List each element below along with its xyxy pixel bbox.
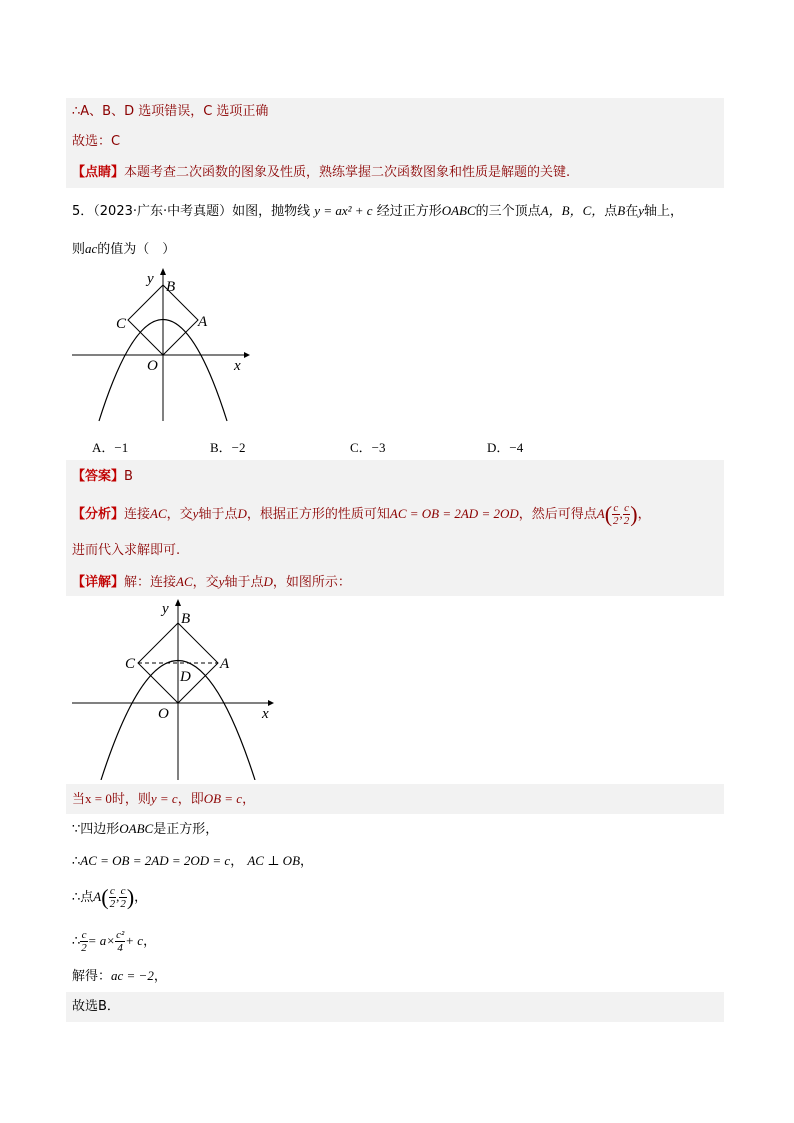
step-text: ， [242, 792, 256, 807]
segment-ac: AC [150, 506, 167, 521]
step-6 [66, 964, 724, 988]
step-text: ∵四边形 [72, 822, 120, 837]
option-b[interactable] [210, 437, 246, 456]
vertex-list: A，B，C， [540, 203, 605, 218]
length-equation: AC = OB = 2AD = 2OD = c [80, 853, 231, 868]
label-y: y [162, 601, 169, 617]
point-a: A [596, 506, 605, 521]
option-c-label: C． [350, 440, 372, 455]
step-text: 时，则 [111, 792, 151, 807]
point-b: B [617, 203, 626, 218]
segment-ac: AC [176, 574, 193, 589]
question-line-2 [66, 240, 724, 259]
label-x: x [262, 706, 269, 722]
option-d[interactable] [487, 437, 523, 456]
square-name: OABC [441, 203, 476, 218]
analysis-text-part: ，然后可得点 [518, 507, 597, 522]
analysis-tag: 【分析】 [72, 507, 125, 522]
denominator: 2 [109, 898, 116, 910]
parabola-figure-1 [66, 266, 251, 428]
denominator: 4 [117, 942, 123, 954]
step-5 [66, 926, 724, 956]
x-axis-arrow [244, 352, 250, 358]
parabola-equation: y = ax² + c [314, 203, 373, 218]
point-d: D [237, 506, 247, 521]
numerator: c [81, 929, 87, 941]
option-a[interactable] [92, 437, 128, 456]
label-b: B [166, 279, 176, 295]
detail-line [66, 568, 724, 596]
prev-conclusion [66, 98, 724, 126]
y-axis-arrow [160, 268, 166, 275]
y-axis-arrow [175, 599, 181, 606]
label-b: B [181, 611, 191, 627]
question-line-1 [66, 202, 724, 221]
x-equals-zero: x = 0 [85, 791, 112, 806]
label-a: A [220, 656, 230, 672]
question-text: 点 [604, 204, 618, 219]
step-text: ∴点 [72, 890, 94, 905]
option-a-value: −1 [114, 440, 129, 455]
detail-text [124, 575, 351, 590]
paren-close: ) [126, 884, 135, 910]
final-choice: 故选B． [72, 999, 120, 1014]
numerator: c [613, 502, 619, 514]
step-text: 是正方形， [153, 822, 219, 837]
question-text: 轴上， [644, 204, 684, 219]
answer-line [66, 460, 724, 494]
question-source: （2023·广东·中考真题） [93, 204, 233, 219]
numerator: c² [116, 929, 125, 941]
prev-choice [66, 126, 724, 158]
comma: , [116, 889, 120, 904]
analysis-text-part: ，根据正方形的性质可知 [246, 507, 390, 522]
numerator: c [624, 502, 629, 514]
question-text: 如图，抛物线 [232, 204, 311, 219]
step-text: 当 [72, 792, 86, 807]
denominator: 2 [623, 515, 630, 527]
question-text: 经过正方形 [376, 204, 442, 219]
numerator: c [120, 885, 126, 897]
analysis-text-part: 轴于点 [198, 507, 238, 522]
analysis-equation: AC = OB = 2AD = 2OD [389, 506, 519, 521]
detail-text-part: 解：连接 [124, 575, 177, 590]
y-axis-name: y [192, 506, 199, 521]
note-text: 本题考查二次函数的图象及性质，熟练掌握二次函数图象和性质是解题的关键. [124, 165, 571, 180]
question-number: 5． [72, 204, 94, 219]
step-text: ， [300, 854, 314, 869]
step-text: ， [230, 854, 244, 869]
detail-text-part: ，如图所示： [272, 575, 351, 590]
fraction-c-over-2 [612, 502, 620, 527]
fraction-c-over-2 [119, 885, 127, 910]
label-o: O [158, 706, 169, 722]
y-axis-name: y [218, 574, 225, 589]
step-2 [66, 820, 724, 839]
label-c: C [116, 316, 127, 332]
question-text: 的三个顶点 [475, 204, 541, 219]
step-text: ， [134, 890, 148, 905]
analysis-text-part: ， [637, 507, 651, 522]
step-4 [66, 882, 724, 912]
analysis-line-2-text: 进而代入求解即可. [72, 543, 181, 558]
step-1 [66, 784, 724, 814]
analysis-line-1 [66, 494, 724, 534]
solution-equation: ac = −2 [111, 968, 154, 983]
y-equals-c: y = c [150, 791, 178, 806]
denominator: 2 [613, 515, 619, 527]
equation-part: + c [125, 933, 144, 948]
y-axis-name: y [638, 203, 645, 218]
label-c: C [125, 656, 136, 672]
point-a: A [93, 889, 102, 904]
prev-note [66, 158, 724, 188]
detail-text-part: 轴于点 [224, 575, 264, 590]
option-d-label: D． [487, 440, 510, 455]
denominator: 2 [120, 898, 126, 910]
option-c-value: −3 [371, 440, 386, 455]
question-text: 则 [72, 242, 86, 257]
analysis-text-part: 连接 [124, 507, 151, 522]
step-7 [66, 992, 724, 1022]
label-x: x [234, 358, 241, 374]
paren-open: ( [604, 501, 613, 527]
step-text: ，即 [177, 792, 204, 807]
equation-part: = a× [87, 933, 116, 948]
detail-tag: 【详解】 [72, 575, 125, 590]
prev-choice-text: 故选：C [72, 134, 121, 149]
step-text: ， [143, 934, 157, 949]
ac-expression: ac [85, 241, 98, 256]
fraction-c-squared-over-4 [115, 929, 125, 954]
comma: , [619, 506, 623, 521]
paren-close: ) [630, 501, 638, 527]
x-axis-arrow [268, 700, 274, 706]
option-d-value: −4 [509, 440, 524, 455]
square-name: OABC [119, 821, 154, 836]
parabola-figure-2 [72, 597, 276, 780]
ob-equals-c: OB = c [203, 791, 243, 806]
denominator: 2 [81, 942, 87, 954]
answer-value: B [124, 469, 133, 484]
step-3 [66, 852, 724, 871]
detail-text-part: ，交 [192, 575, 219, 590]
step-text: ∴ [72, 934, 81, 949]
question-text: 在 [625, 204, 639, 219]
option-a-label: A． [92, 440, 115, 455]
label-d: D [180, 669, 191, 685]
option-b-value: −2 [231, 440, 246, 455]
point-d: D [263, 574, 273, 589]
perpendicular-relation: AC ⊥ OB [247, 853, 301, 868]
numerator: c [109, 885, 115, 897]
step-text: 解得： [72, 969, 112, 984]
analysis-text-part: ，交 [166, 507, 193, 522]
note-tag: 【点睛】 [72, 165, 125, 180]
fraction-c-over-2 [109, 885, 120, 910]
analysis-text [124, 501, 651, 527]
label-o: O [147, 358, 158, 374]
label-a: A [198, 314, 208, 330]
option-c[interactable] [350, 437, 386, 456]
fraction-c-over-2 [80, 929, 88, 954]
step-text: ∴ [72, 854, 81, 869]
answer-tag: 【答案】 [72, 469, 125, 484]
paren-open: ( [101, 884, 109, 910]
label-y: y [147, 271, 154, 287]
option-b-label: B． [210, 440, 232, 455]
step-text: ， [153, 969, 167, 984]
analysis-line-2 [66, 534, 724, 568]
question-text: 的值为（ ） [97, 242, 176, 257]
prev-conclusion-text: ∴A、B、D 选项错误，C 选项正确 [72, 104, 269, 119]
